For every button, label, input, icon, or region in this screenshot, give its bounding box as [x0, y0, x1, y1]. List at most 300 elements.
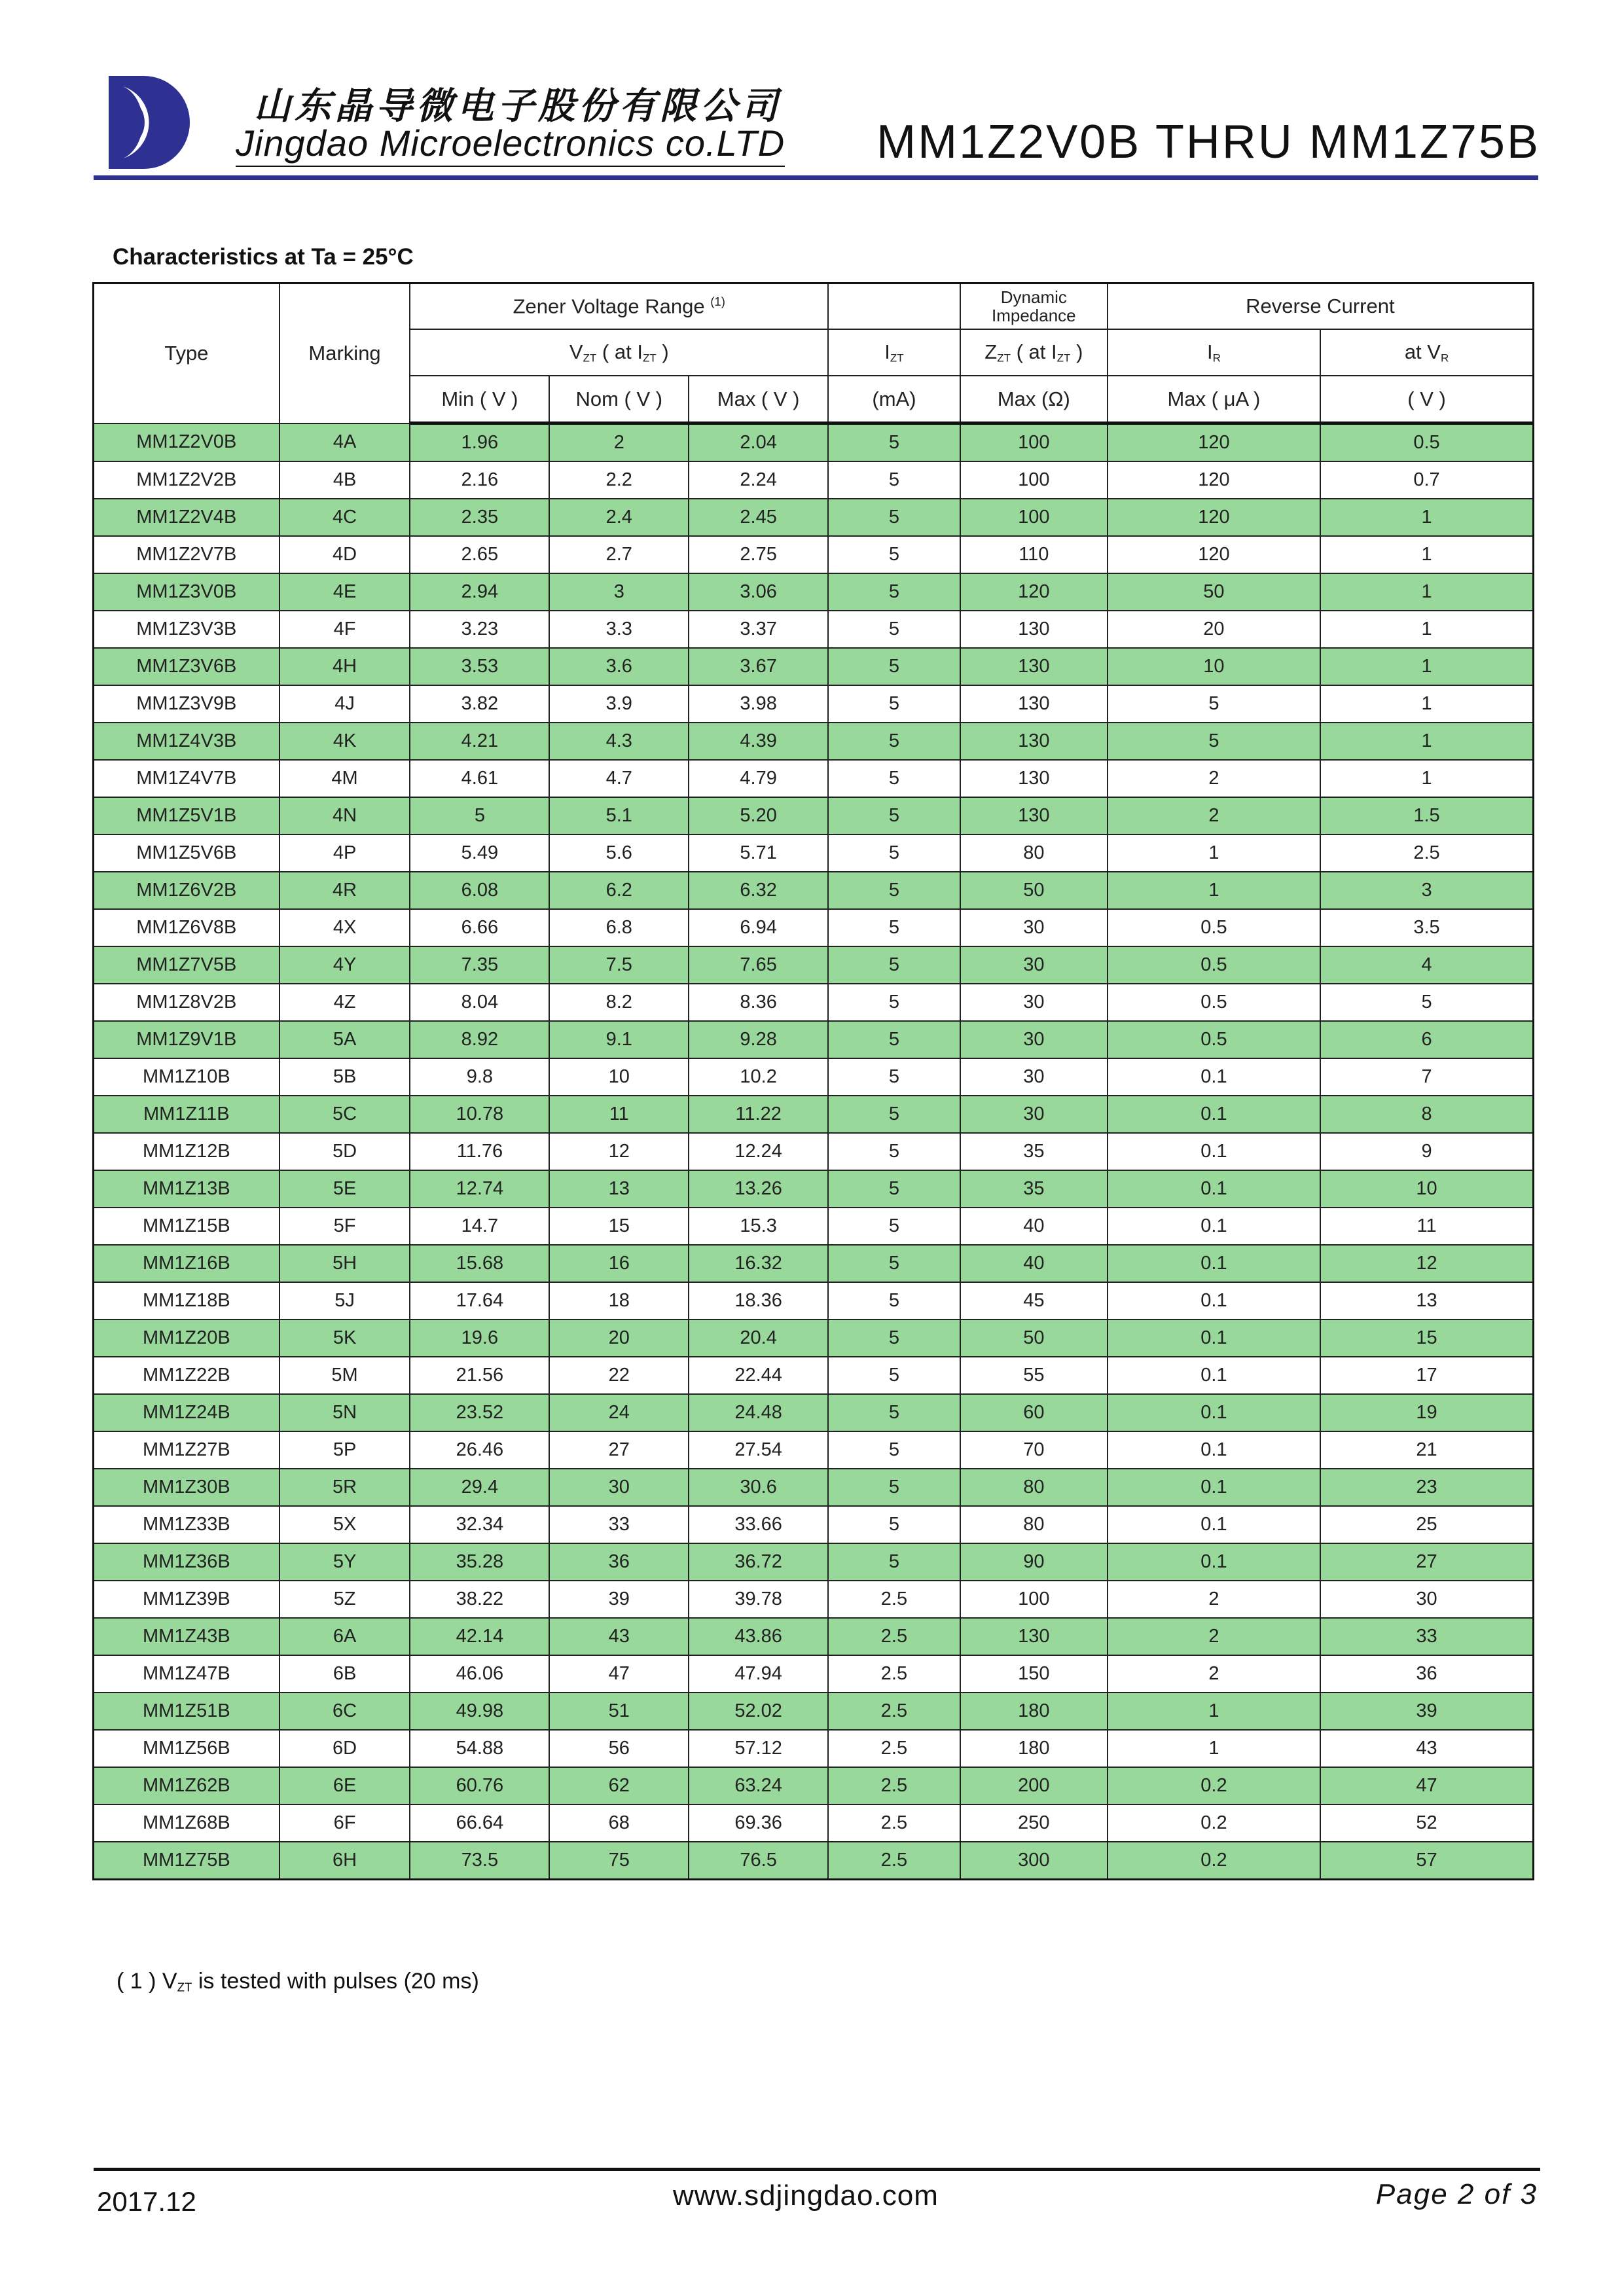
cell-ir-max: 0.1	[1108, 1282, 1320, 1319]
cell-zzt-max: 70	[960, 1431, 1108, 1469]
cell-vr: 8	[1320, 1096, 1533, 1133]
cell-zzt-max: 100	[960, 423, 1108, 462]
cell-vr: 39	[1320, 1693, 1533, 1730]
cell-marking: 5N	[280, 1394, 410, 1431]
cell-vz-nom: 2.4	[549, 499, 689, 536]
cell-vr: 1	[1320, 611, 1533, 648]
cell-marking: 5A	[280, 1021, 410, 1058]
cell-izt: 5	[828, 423, 960, 462]
cell-ir-max: 0.1	[1108, 1245, 1320, 1282]
cell-zzt-max: 30	[960, 909, 1108, 946]
cell-vr: 6	[1320, 1021, 1533, 1058]
cell-ir-max: 0.1	[1108, 1096, 1320, 1133]
cell-marking: 4M	[280, 760, 410, 797]
cell-ir-max: 0.2	[1108, 1842, 1320, 1880]
table-row	[94, 1618, 1534, 1655]
cell-ir-max: 120	[1108, 423, 1320, 462]
cell-vz-max: 63.24	[689, 1767, 828, 1804]
cell-vz-nom: 6.8	[549, 909, 689, 946]
cell-vz-nom: 3.9	[549, 685, 689, 723]
cell-vz-nom: 30	[549, 1469, 689, 1506]
characteristics-table	[92, 282, 1534, 1880]
cell-vz-nom: 18	[549, 1282, 689, 1319]
cell-marking: 4Y	[280, 946, 410, 984]
cell-marking: 4P	[280, 834, 410, 872]
cell-vr: 57	[1320, 1842, 1533, 1880]
footer-url[interactable]: www.sdjingdao.com	[673, 2179, 939, 2212]
ir-unit-header: Max ( μA )	[1108, 376, 1320, 423]
cell-zzt-max: 300	[960, 1842, 1108, 1880]
type-header: Type	[94, 283, 280, 423]
cell-type: MM1Z2V2B	[94, 461, 280, 499]
cell-zzt-max: 120	[960, 573, 1108, 611]
table-row	[94, 1581, 1534, 1618]
cell-zzt-max: 250	[960, 1804, 1108, 1842]
part-number-range: MM1Z2V0B THRU MM1Z75B	[876, 116, 1540, 168]
cell-type: MM1Z2V7B	[94, 536, 280, 573]
cell-marking: 5R	[280, 1469, 410, 1506]
cell-vz-min: 17.64	[410, 1282, 549, 1319]
cell-ir-max: 0.5	[1108, 1021, 1320, 1058]
cell-vz-max: 6.94	[689, 909, 828, 946]
table-row	[94, 1058, 1534, 1096]
cell-izt: 2.5	[828, 1842, 960, 1880]
cell-vz-max: 9.28	[689, 1021, 828, 1058]
cell-vz-min: 14.7	[410, 1208, 549, 1245]
cell-ir-max: 0.1	[1108, 1394, 1320, 1431]
cell-vz-max: 52.02	[689, 1693, 828, 1730]
cell-vr: 52	[1320, 1804, 1533, 1842]
cell-ir-max: 0.1	[1108, 1469, 1320, 1506]
cell-vr: 1	[1320, 723, 1533, 760]
cell-zzt-max: 130	[960, 648, 1108, 685]
cell-vz-min: 8.04	[410, 984, 549, 1021]
cell-izt: 2.5	[828, 1618, 960, 1655]
cell-zzt-max: 30	[960, 946, 1108, 984]
table-row	[94, 872, 1534, 909]
cell-ir-max: 2	[1108, 1581, 1320, 1618]
cell-vz-nom: 4.7	[549, 760, 689, 797]
cell-vr: 25	[1320, 1506, 1533, 1543]
cell-izt: 5	[828, 723, 960, 760]
table-row	[94, 1096, 1534, 1133]
cell-izt: 5	[828, 1096, 960, 1133]
table-row	[94, 1319, 1534, 1357]
cell-zzt-max: 180	[960, 1693, 1108, 1730]
nom-unit-header: Nom ( V )	[549, 376, 689, 423]
header-rule	[94, 175, 1538, 180]
cell-vz-max: 18.36	[689, 1282, 828, 1319]
cell-ir-max: 2	[1108, 1655, 1320, 1693]
cell-vz-nom: 8.2	[549, 984, 689, 1021]
cell-vr: 4	[1320, 946, 1533, 984]
cell-zzt-max: 180	[960, 1730, 1108, 1767]
cell-ir-max: 0.2	[1108, 1767, 1320, 1804]
cell-izt: 5	[828, 1170, 960, 1208]
table-row	[94, 461, 1534, 499]
cell-vz-max: 27.54	[689, 1431, 828, 1469]
cell-marking: 4R	[280, 872, 410, 909]
cell-vz-nom: 43	[549, 1618, 689, 1655]
cell-zzt-max: 130	[960, 1618, 1108, 1655]
min-unit-header: Min ( V )	[410, 376, 549, 423]
vr-unit-header: ( V )	[1320, 376, 1533, 423]
cell-vz-min: 42.14	[410, 1618, 549, 1655]
table-row	[94, 723, 1534, 760]
table-row	[94, 1208, 1534, 1245]
cell-vr: 3	[1320, 872, 1533, 909]
cell-vz-max: 30.6	[689, 1469, 828, 1506]
cell-vr: 30	[1320, 1581, 1533, 1618]
cell-vz-nom: 20	[549, 1319, 689, 1357]
cell-izt: 2.5	[828, 1581, 960, 1618]
cell-zzt-max: 100	[960, 461, 1108, 499]
cell-marking: 6B	[280, 1655, 410, 1693]
cell-zzt-max: 35	[960, 1170, 1108, 1208]
cell-vr: 5	[1320, 984, 1533, 1021]
cell-type: MM1Z75B	[94, 1842, 280, 1880]
cell-ir-max: 0.1	[1108, 1133, 1320, 1170]
cell-type: MM1Z15B	[94, 1208, 280, 1245]
cell-izt: 5	[828, 573, 960, 611]
cell-vz-nom: 39	[549, 1581, 689, 1618]
table-row	[94, 1282, 1534, 1319]
cell-marking: 4C	[280, 499, 410, 536]
cell-ir-max: 120	[1108, 499, 1320, 536]
dynamic-impedance-header: Dynamic Impedance	[960, 283, 1108, 330]
cell-vz-max: 20.4	[689, 1319, 828, 1357]
cell-vz-min: 32.34	[410, 1506, 549, 1543]
cell-izt: 2.5	[828, 1804, 960, 1842]
cell-zzt-max: 30	[960, 1096, 1108, 1133]
cell-izt: 5	[828, 834, 960, 872]
cell-zzt-max: 60	[960, 1394, 1108, 1431]
at-vr-header: at $V_R$	[1320, 329, 1533, 376]
cell-izt: 2.5	[828, 1767, 960, 1804]
cell-vz-nom: 3.6	[549, 648, 689, 685]
footer-rule	[94, 2168, 1540, 2171]
cell-marking: 4B	[280, 461, 410, 499]
cell-marking: 4X	[280, 909, 410, 946]
cell-marking: 6A	[280, 1618, 410, 1655]
cell-vz-min: 73.5	[410, 1842, 549, 1880]
zzt-header: $Z_{ZT}$ ( at $I_{ZT}$ )	[960, 329, 1108, 376]
cell-type: MM1Z3V6B	[94, 648, 280, 685]
cell-zzt-max: 130	[960, 685, 1108, 723]
cell-vz-min: 8.92	[410, 1021, 549, 1058]
cell-izt: 5	[828, 1469, 960, 1506]
table-row	[94, 1804, 1534, 1842]
table-row	[94, 423, 1534, 462]
cell-ir-max: 120	[1108, 536, 1320, 573]
company-name-chinese: 山东晶导微电子股份有限公司	[254, 85, 782, 128]
cell-type: MM1Z43B	[94, 1618, 280, 1655]
cell-vz-max: 57.12	[689, 1730, 828, 1767]
cell-marking: 6C	[280, 1693, 410, 1730]
table-row	[94, 573, 1534, 611]
cell-type: MM1Z6V2B	[94, 872, 280, 909]
cell-vz-nom: 12	[549, 1133, 689, 1170]
cell-vz-min: 11.76	[410, 1133, 549, 1170]
cell-zzt-max: 55	[960, 1357, 1108, 1394]
cell-type: MM1Z2V0B	[94, 423, 280, 462]
company-logo	[103, 73, 202, 171]
cell-marking: 4J	[280, 685, 410, 723]
cell-vz-max: 76.5	[689, 1842, 828, 1880]
cell-zzt-max: 50	[960, 1319, 1108, 1357]
cell-vz-nom: 3	[549, 573, 689, 611]
cell-vz-nom: 2	[549, 423, 689, 462]
cell-type: MM1Z5V1B	[94, 797, 280, 834]
cell-izt: 5	[828, 1357, 960, 1394]
cell-vr: 17	[1320, 1357, 1533, 1394]
cell-type: MM1Z3V0B	[94, 573, 280, 611]
cell-marking: 6F	[280, 1804, 410, 1842]
cell-izt: 5	[828, 1506, 960, 1543]
cell-vz-max: 2.75	[689, 536, 828, 573]
cell-izt: 5	[828, 909, 960, 946]
cell-vz-nom: 10	[549, 1058, 689, 1096]
cell-type: MM1Z6V8B	[94, 909, 280, 946]
cell-vz-max: 15.3	[689, 1208, 828, 1245]
cell-vz-max: 10.2	[689, 1058, 828, 1096]
cell-vz-max: 5.20	[689, 797, 828, 834]
cell-ir-max: 0.1	[1108, 1357, 1320, 1394]
cell-vr: 0.7	[1320, 461, 1533, 499]
cell-vz-min: 49.98	[410, 1693, 549, 1730]
cell-izt: 5	[828, 1319, 960, 1357]
cell-vz-nom: 51	[549, 1693, 689, 1730]
cell-type: MM1Z7V5B	[94, 946, 280, 984]
cell-vz-max: 43.86	[689, 1618, 828, 1655]
zener-voltage-range-header: Zener Voltage Range $^{(1)}$	[410, 283, 828, 330]
cell-vr: 1	[1320, 648, 1533, 685]
cell-marking: 5F	[280, 1208, 410, 1245]
cell-marking: 4K	[280, 723, 410, 760]
cell-vz-max: 7.65	[689, 946, 828, 984]
cell-vr: 1	[1320, 573, 1533, 611]
cell-zzt-max: 50	[960, 872, 1108, 909]
page-number: Page 2 of 3	[1375, 2178, 1538, 2210]
cell-izt: 5	[828, 1058, 960, 1096]
cell-ir-max: 10	[1108, 648, 1320, 685]
cell-ir-max: 2	[1108, 760, 1320, 797]
cell-vz-nom: 6.2	[549, 872, 689, 909]
cell-vz-min: 2.16	[410, 461, 549, 499]
cell-izt: 5	[828, 1245, 960, 1282]
cell-type: MM1Z56B	[94, 1730, 280, 1767]
cell-vz-nom: 7.5	[549, 946, 689, 984]
cell-izt: 5	[828, 461, 960, 499]
cell-vz-max: 47.94	[689, 1655, 828, 1693]
cell-vr: 33	[1320, 1618, 1533, 1655]
cell-vr: 27	[1320, 1543, 1533, 1581]
cell-marking: 4D	[280, 536, 410, 573]
cell-type: MM1Z8V2B	[94, 984, 280, 1021]
cell-vz-nom: 36	[549, 1543, 689, 1581]
table-row	[94, 834, 1534, 872]
table-row	[94, 1543, 1534, 1581]
cell-type: MM1Z22B	[94, 1357, 280, 1394]
cell-vz-max: 4.39	[689, 723, 828, 760]
cell-vr: 21	[1320, 1431, 1533, 1469]
cell-vr: 11	[1320, 1208, 1533, 1245]
cell-izt: 5	[828, 1543, 960, 1581]
cell-vz-max: 6.32	[689, 872, 828, 909]
cell-vz-min: 19.6	[410, 1319, 549, 1357]
cell-vr: 12	[1320, 1245, 1533, 1282]
cell-vz-max: 8.36	[689, 984, 828, 1021]
cell-vz-min: 6.08	[410, 872, 549, 909]
cell-marking: 4E	[280, 573, 410, 611]
cell-vr: 3.5	[1320, 909, 1533, 946]
cell-vz-max: 24.48	[689, 1394, 828, 1431]
table-row	[94, 648, 1534, 685]
cell-vz-min: 29.4	[410, 1469, 549, 1506]
cell-vr: 47	[1320, 1767, 1533, 1804]
cell-marking: 5X	[280, 1506, 410, 1543]
cell-vz-min: 54.88	[410, 1730, 549, 1767]
cell-type: MM1Z13B	[94, 1170, 280, 1208]
table-row	[94, 1730, 1534, 1767]
cell-vr: 1	[1320, 536, 1533, 573]
company-name-english: Jingdao Microelectronics co.LTD	[236, 122, 785, 167]
table-row	[94, 1469, 1534, 1506]
cell-zzt-max: 130	[960, 797, 1108, 834]
cell-vz-max: 3.06	[689, 573, 828, 611]
table-row	[94, 1693, 1534, 1730]
marking-header: Marking	[280, 283, 410, 423]
cell-ir-max: 0.1	[1108, 1058, 1320, 1096]
cell-ir-max: 0.1	[1108, 1431, 1320, 1469]
izt-group-header	[828, 283, 960, 330]
cell-vr: 23	[1320, 1469, 1533, 1506]
cell-marking: 5P	[280, 1431, 410, 1469]
cell-vz-max: 5.71	[689, 834, 828, 872]
cell-vr: 1	[1320, 685, 1533, 723]
ir-header: $I_R$	[1108, 329, 1320, 376]
cell-ir-max: 120	[1108, 461, 1320, 499]
cell-vr: 13	[1320, 1282, 1533, 1319]
cell-ir-max: 0.2	[1108, 1804, 1320, 1842]
cell-vz-max: 13.26	[689, 1170, 828, 1208]
cell-ir-max: 0.1	[1108, 1170, 1320, 1208]
cell-zzt-max: 130	[960, 760, 1108, 797]
cell-ir-max: 5	[1108, 723, 1320, 760]
cell-vz-min: 3.53	[410, 648, 549, 685]
cell-marking: 4Z	[280, 984, 410, 1021]
cell-zzt-max: 130	[960, 723, 1108, 760]
cell-vr: 10	[1320, 1170, 1533, 1208]
cell-type: MM1Z3V9B	[94, 685, 280, 723]
cell-zzt-max: 45	[960, 1282, 1108, 1319]
cell-izt: 5	[828, 648, 960, 685]
table-row	[94, 1021, 1534, 1058]
cell-vz-nom: 16	[549, 1245, 689, 1282]
cell-vz-nom: 24	[549, 1394, 689, 1431]
cell-zzt-max: 110	[960, 536, 1108, 573]
cell-vz-min: 1.96	[410, 423, 549, 462]
table-row	[94, 797, 1534, 834]
cell-marking: 6H	[280, 1842, 410, 1880]
cell-vz-max: 11.22	[689, 1096, 828, 1133]
cell-zzt-max: 40	[960, 1245, 1108, 1282]
cell-vz-max: 36.72	[689, 1543, 828, 1581]
table-row	[94, 1133, 1534, 1170]
cell-vr: 1	[1320, 499, 1533, 536]
cell-marking: 5C	[280, 1096, 410, 1133]
cell-vz-nom: 33	[549, 1506, 689, 1543]
cell-vz-max: 4.79	[689, 760, 828, 797]
cell-type: MM1Z62B	[94, 1767, 280, 1804]
cell-zzt-max: 30	[960, 984, 1108, 1021]
cell-zzt-max: 35	[960, 1133, 1108, 1170]
cell-vz-nom: 56	[549, 1730, 689, 1767]
cell-type: MM1Z18B	[94, 1282, 280, 1319]
table-row	[94, 946, 1534, 984]
cell-ir-max: 50	[1108, 573, 1320, 611]
cell-vz-min: 6.66	[410, 909, 549, 946]
table-row	[94, 685, 1534, 723]
table-row	[94, 1431, 1534, 1469]
cell-vr: 1	[1320, 760, 1533, 797]
cell-vz-nom: 9.1	[549, 1021, 689, 1058]
cell-izt: 2.5	[828, 1655, 960, 1693]
cell-vz-nom: 5.6	[549, 834, 689, 872]
cell-vz-min: 2.65	[410, 536, 549, 573]
cell-izt: 2.5	[828, 1693, 960, 1730]
cell-ir-max: 1	[1108, 1730, 1320, 1767]
cell-type: MM1Z36B	[94, 1543, 280, 1581]
cell-vz-nom: 3.3	[549, 611, 689, 648]
table-row	[94, 1170, 1534, 1208]
table-row	[94, 536, 1534, 573]
cell-marking: 4F	[280, 611, 410, 648]
cell-zzt-max: 200	[960, 1767, 1108, 1804]
cell-ir-max: 0.5	[1108, 909, 1320, 946]
cell-vz-min: 21.56	[410, 1357, 549, 1394]
table-row	[94, 1394, 1534, 1431]
cell-marking: 4H	[280, 648, 410, 685]
footer-date: 2017.12	[97, 2186, 196, 2217]
table-row	[94, 611, 1534, 648]
cell-vz-max: 69.36	[689, 1804, 828, 1842]
cell-izt: 5	[828, 1208, 960, 1245]
cell-vz-min: 26.46	[410, 1431, 549, 1469]
cell-vr: 7	[1320, 1058, 1533, 1096]
cell-vz-nom: 75	[549, 1842, 689, 1880]
table-row	[94, 1506, 1534, 1543]
cell-vr: 36	[1320, 1655, 1533, 1693]
cell-type: MM1Z4V7B	[94, 760, 280, 797]
cell-marking: 5H	[280, 1245, 410, 1282]
cell-type: MM1Z2V4B	[94, 499, 280, 536]
cell-zzt-max: 30	[960, 1021, 1108, 1058]
cell-izt: 5	[828, 1394, 960, 1431]
cell-vz-max: 39.78	[689, 1581, 828, 1618]
cell-izt: 2.5	[828, 1730, 960, 1767]
cell-ir-max: 5	[1108, 685, 1320, 723]
table-row	[94, 1245, 1534, 1282]
table-row	[94, 909, 1534, 946]
cell-ir-max: 0.5	[1108, 984, 1320, 1021]
cell-izt: 5	[828, 797, 960, 834]
cell-type: MM1Z4V3B	[94, 723, 280, 760]
cell-vz-min: 5.49	[410, 834, 549, 872]
cell-type: MM1Z51B	[94, 1693, 280, 1730]
cell-izt: 5	[828, 946, 960, 984]
cell-izt: 5	[828, 685, 960, 723]
